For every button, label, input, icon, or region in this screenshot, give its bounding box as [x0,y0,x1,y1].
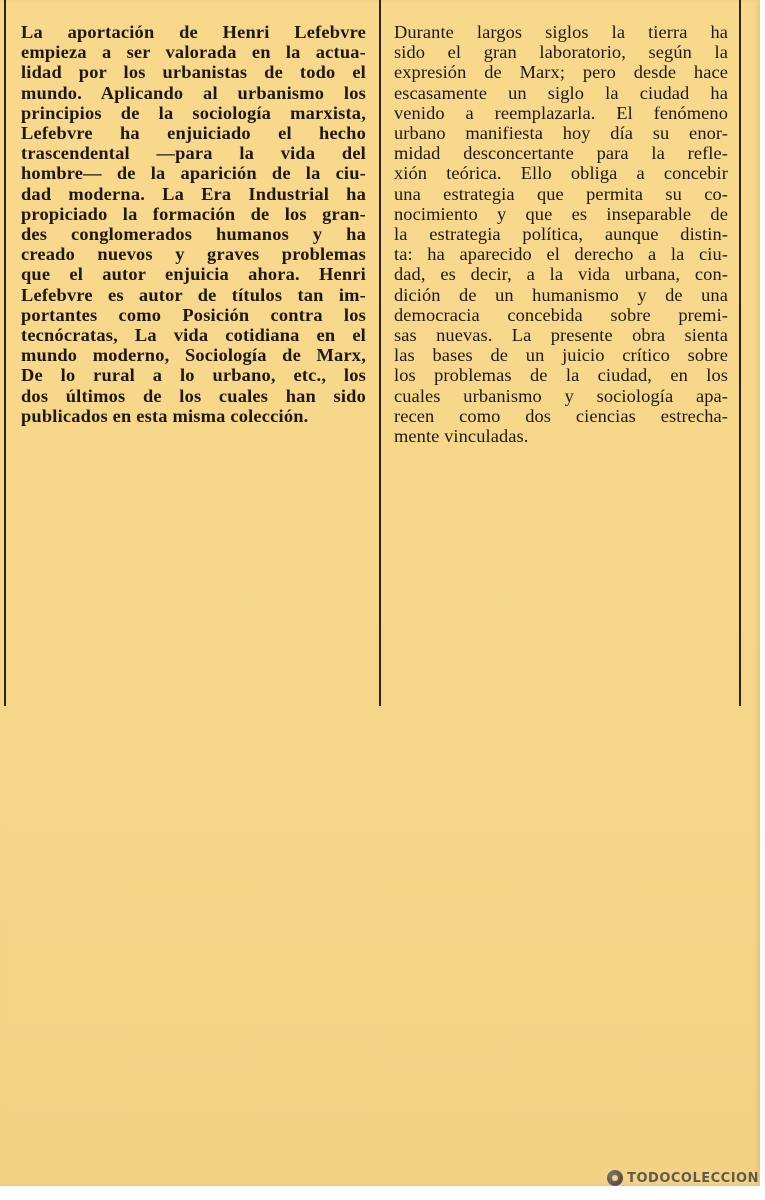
synopsis-line: nocimiento y que es inseparable de [394,203,728,224]
synopsis-line: cuales urbanismo y sociología apa- [394,385,728,406]
author-blurb-line: De lo rural a lo urbano, etc., los [21,365,366,386]
author-blurb-line: mundo moderno, Sociología de Marx, [21,345,366,366]
author-blurb-line: Lefebvre ha enjuiciado el hecho [21,123,366,144]
author-blurb-line: La aportación de Henri Lefebvre [21,22,366,42]
synopsis-line: una estrategia que permita su co- [394,183,728,204]
author-blurb-line: que el autor enjuicia ahora. Henri [21,264,366,285]
synopsis-line: dad, es decir, a la vida urbana, con- [394,264,728,285]
synopsis-line: midad desconcertante para la refle- [394,143,728,164]
synopsis-line: ta: ha aparecido el derecho a la ciu- [394,244,728,265]
left-border-rule [4,0,6,706]
author-blurb-line: principios de la sociología marxista, [21,102,366,123]
author-blurb-line: tecnócratas, La vida cotidiana en el [21,325,366,346]
synopsis-line: sas nuevas. La presente obra sienta [394,325,728,346]
author-blurb-line: hombre— de la aparición de la ciu- [21,163,366,184]
synopsis-line: mente vinculadas. [394,426,529,447]
author-blurb-line: Lefebvre es autor de títulos tan im- [21,284,366,305]
author-blurb-line: creado nuevos y graves problemas [21,244,366,265]
synopsis-line: expresión de Marx; pero desde hace [394,62,728,83]
author-blurb-line: lidad por los urbanistas de todo el [21,62,366,83]
synopsis-line: xión teórica. Ello obliga a concebir [394,163,728,184]
synopsis-line: los problemas de la ciudad, en los [394,365,728,386]
synopsis-line: Durante largos siglos la tierra ha [394,22,728,42]
synopsis-line: escasamente un siglo la ciudad ha [394,82,728,103]
synopsis-line: democracia concebida sobre premi- [394,304,728,325]
synopsis-line: la estrategia política, aunque distin- [394,224,728,245]
synopsis-line: recen como dos ciencias estrecha- [394,405,728,426]
todocoleccion-watermark [607,1170,759,1186]
author-blurb-line: publicados en esta misma colección. [21,405,309,426]
synopsis-line: dición de un humanismo y de una [394,284,728,305]
synopsis-line: las bases de un juicio crítico sobre [394,345,728,366]
author-blurb-line: trascendental —para la vida del [21,143,366,164]
author-blurb-line: propiciado la formación de los gran- [21,203,366,224]
book-synopsis-column [394,22,728,446]
right-border-rule [739,0,741,706]
author-blurb-line: mundo. Aplicando al urbanismo los [21,82,366,103]
watermark-text: TODOCOLECCION [627,1170,759,1186]
column-divider-rule [379,0,381,706]
author-blurb-line: dos últimos de los cuales han sido [21,385,366,406]
author-blurb-line: dad moderna. La Era Industrial ha [21,183,366,204]
author-blurb-line: empieza a ser valorada en la actua- [21,42,366,63]
author-blurb-line: portantes como Posición contra los [21,304,366,325]
synopsis-line: venido a reemplazarla. El fenómeno [394,102,728,123]
author-blurb-line: des conglomerados humanos y ha [21,224,366,245]
synopsis-line: sido el gran laboratorio, según la [394,42,728,63]
todocoleccion-logo-icon [607,1170,623,1186]
synopsis-line: urbano manifiesta hoy día su enor- [394,123,728,144]
author-blurb-column [21,22,366,426]
